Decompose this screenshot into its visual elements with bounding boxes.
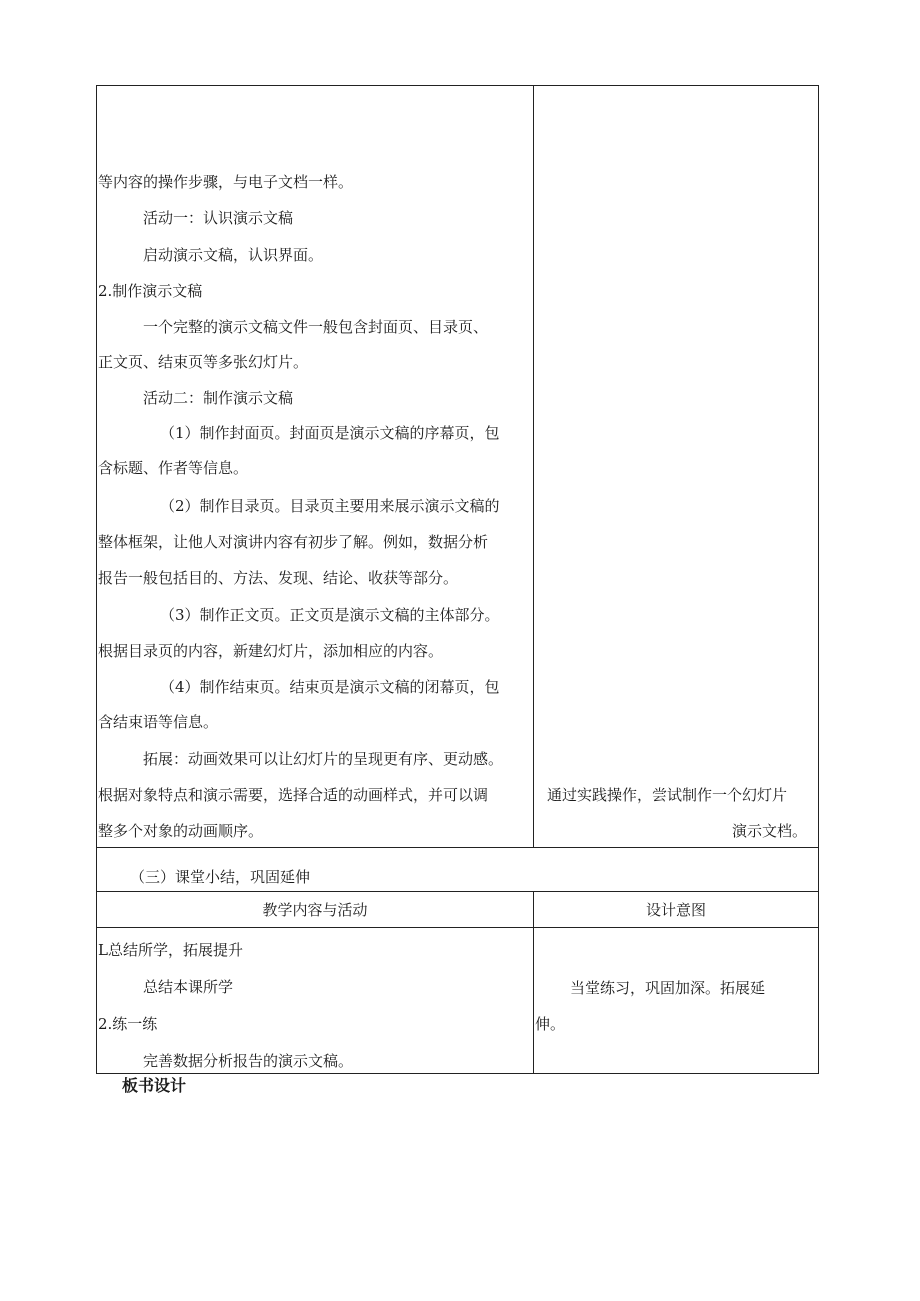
- table-left-border: [96, 85, 97, 1074]
- text-line: 根据对象特点和演示需要，选择合适的动画样式，并可以调: [98, 786, 489, 804]
- text-line: 含结束语等信息。: [98, 713, 219, 731]
- design-intent-text: 当堂练习，巩固加深。拓展延: [570, 979, 766, 997]
- text-line: 一个完整的演示文稿文件一般包含封面页、目录页、: [143, 318, 489, 336]
- practice-heading: 2.练一练: [98, 1015, 158, 1033]
- row-divider-heading-end: [96, 891, 819, 892]
- text-line: 正文页、结束页等多张幻灯片。: [98, 353, 309, 371]
- text-line: （1）制作封面页。封面页是演示文稿的序幕页，包: [160, 424, 500, 442]
- text-line: 报告一般包括目的、方法、发现、结论、收获等部分。: [98, 569, 459, 587]
- column-header-intent: 设计意图: [645, 901, 706, 919]
- text-line: 整多个对象的动画顺序。: [98, 822, 264, 840]
- table-top-border: [96, 85, 819, 86]
- activity-two-label: 活动二：制作演示文稿: [143, 389, 294, 407]
- section-heading: （三）课堂小结，巩固延伸: [130, 868, 311, 886]
- design-intent-text: 演示文档。: [732, 822, 808, 840]
- table-bottom-border: [96, 1073, 819, 1074]
- activity-one-label: 活动一：认识演示文稿: [143, 209, 294, 227]
- subheading-make-slides: 2.制作演示文稿: [98, 282, 203, 300]
- text-line: 启动演示文稿，认识界面。: [143, 246, 324, 264]
- row-divider-header-end: [96, 927, 819, 928]
- text-line: 含标题、作者等信息。: [98, 459, 249, 477]
- text-line: （4）制作结束页。结束页是演示文稿的闭幕页，包: [160, 678, 500, 696]
- board-design-heading: 板书设计: [122, 1076, 187, 1095]
- table-right-border: [818, 85, 819, 1074]
- text-line: 完善数据分析报告的演示文稿。: [143, 1052, 354, 1070]
- extension-text: 拓展：动画效果可以让幻灯片的呈现更有序、更动感。: [143, 750, 504, 768]
- text-line: （3）制作正文页。正文页是演示文稿的主体部分。: [160, 606, 500, 624]
- text-line: 等内容的操作步骤，与电子文档一样。: [98, 173, 354, 191]
- text-line: 整体框架，让他人对演讲内容有初步了解。例如，数据分析: [98, 533, 489, 551]
- summary-heading: L总结所学，拓展提升: [98, 941, 243, 959]
- column-divider-upper: [533, 85, 534, 847]
- text-line: 总结本课所学: [143, 978, 234, 996]
- text-line: （2）制作目录页。目录页主要用来展示演示文稿的: [160, 497, 500, 515]
- design-intent-text: 通过实践操作，尝试制作一个幻灯片: [547, 786, 788, 804]
- column-header-content: 教学内容与活动: [262, 901, 368, 919]
- text-line: 根据目录页的内容，新建幻灯片，添加相应的内容。: [98, 642, 444, 660]
- row-divider-upper-end: [96, 847, 819, 848]
- design-intent-text: 伸。: [535, 1015, 566, 1033]
